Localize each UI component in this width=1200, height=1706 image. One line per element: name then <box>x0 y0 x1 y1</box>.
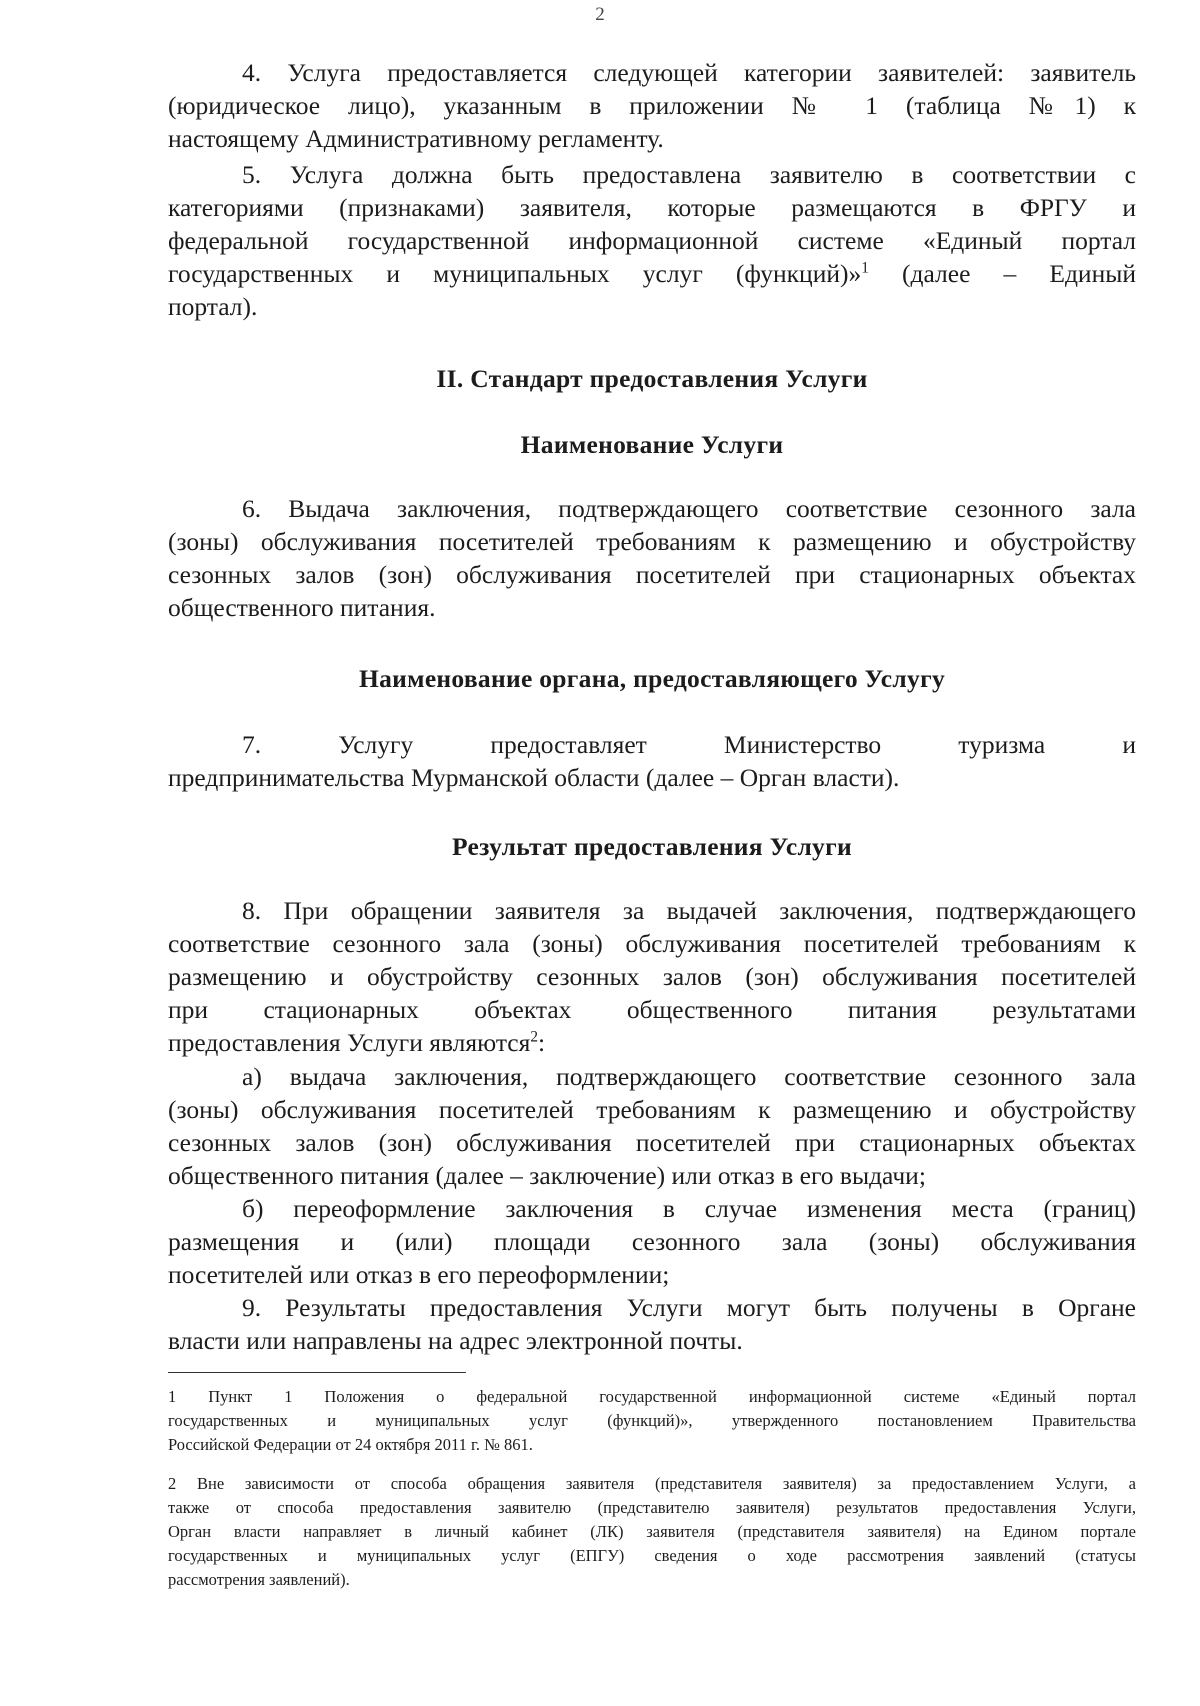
paragraph-line: б) переоформление заключения в случае изменения места (границ) <box>242 1194 1136 1223</box>
paragraph-line: 7. Услугу предоставляет Министерство туризма и <box>242 730 1136 759</box>
paragraph-line: при стационарных объектах общественного питания результатами <box>168 995 1136 1024</box>
paragraph-line: соответствие сезонного зала (зоны) обслуживания посетителей требованиям к <box>168 929 1136 958</box>
paragraph-line: 6. Выдача заключения, подтверждающего соответствие сезонного зала <box>242 494 1136 523</box>
section-title: II. Стандарт предоставления Услуги <box>436 364 868 393</box>
footnote-ref-2: 2 <box>530 1028 538 1046</box>
footnote-line: Орган власти направляет в личный кабинет (ЛК) заявителя (представителя заявителя) на Едином портале <box>168 1522 1136 1541</box>
footnote-separator <box>168 1372 466 1373</box>
footnote-line: 1 Пункт 1 Положения о федеральной государственной информационной системе «Единый портал <box>168 1387 1136 1406</box>
footnote-line: государственных и муниципальных услуг (функций)», утвержденного постановлением Правительства <box>168 1411 1136 1430</box>
paragraph-line: размещения и (или) площади сезонного зала (зоны) обслуживания <box>168 1227 1136 1256</box>
paragraph-line: общественного питания (далее – заключение) или отказ в его выдачи; <box>168 1161 926 1190</box>
heading-result: Результат предоставления Услуги <box>452 832 852 861</box>
text-fragment: (далее – Единый <box>868 259 1137 288</box>
footnote-line: государственных и муниципальных услуг (ЕПГУ) сведения о ходе рассмотрения заявлений (статусы <box>168 1546 1136 1565</box>
paragraph-line: категориями (признаками) заявителя, которые размещаются в ФРГУ и <box>168 193 1136 222</box>
text-fragment: предоставления Услуги являются <box>168 1028 531 1057</box>
paragraph-line: власти или направлены на адрес электронной почты. <box>168 1326 743 1355</box>
footnote-line: также от способа предоставления заявителю (представителю заявителя) результатов предоставления Услуги, <box>168 1498 1136 1517</box>
paragraph-line <box>168 257 1136 290</box>
text-fragment: государственных и муниципальных услуг (функций)» <box>168 259 862 288</box>
paragraph-line: общественного питания. <box>168 593 436 622</box>
paragraph-line: (юридическое лицо), указанным в приложении № 1 (таблица №1) к <box>168 91 1136 120</box>
heading-service-name: Наименование Услуги <box>520 430 784 459</box>
footnote-line: Российской Федерации от 24 октября 2011 г. № 861. <box>168 1435 533 1454</box>
paragraph-line: федеральной государственной информационной системе «Единый портал <box>168 226 1136 255</box>
footnote-line: 2 Вне зависимости от способа обращения заявителя (представителя заявителя) за предоставлением Услуги, а <box>168 1474 1136 1493</box>
paragraph-line: портал). <box>168 292 258 321</box>
paragraph-line: предпринимательства Мурманской области (далее – Орган власти). <box>168 763 900 792</box>
paragraph-line: (зоны) обслуживания посетителей требованиям к размещению и обустройству <box>168 527 1136 556</box>
page-number: 2 <box>595 4 605 25</box>
paragraph-line: 8. При обращении заявителя за выдачей заключения, подтверждающего <box>242 896 1136 925</box>
paragraph-line: 9. Результаты предоставления Услуги могут быть получены в Органе <box>242 1293 1136 1322</box>
footnote-line: рассмотрения заявлений). <box>168 1570 350 1589</box>
paragraph-line: (зоны) обслуживания посетителей требованиям к размещению и обустройству <box>168 1095 1136 1124</box>
text-fragment: : <box>538 1028 546 1057</box>
paragraph-line: сезонных залов (зон) обслуживания посетителей при стационарных объектах <box>168 1128 1136 1157</box>
paragraph-line: 5. Услуга должна быть предоставлена заявителю в соответствии с <box>242 160 1136 189</box>
paragraph-line: сезонных залов (зон) обслуживания посетителей при стационарных объектах <box>168 560 1136 589</box>
paragraph-line: посетителей или отказ в его переоформлении; <box>168 1260 670 1289</box>
footnote-ref-1: 1 <box>861 259 869 277</box>
paragraph-line: размещению и обустройству сезонных залов (зон) обслуживания посетителей <box>168 962 1136 991</box>
paragraph-line: 4. Услуга предоставляется следующей категории заявителей: заявитель <box>242 58 1136 87</box>
paragraph-line: настоящему Административному регламенту. <box>168 124 664 153</box>
paragraph-line: а) выдача заключения, подтверждающего соответствие сезонного зала <box>242 1062 1136 1091</box>
paragraph-line <box>168 1026 1136 1059</box>
heading-authority: Наименование органа, предоставляющего Услугу <box>358 664 946 693</box>
